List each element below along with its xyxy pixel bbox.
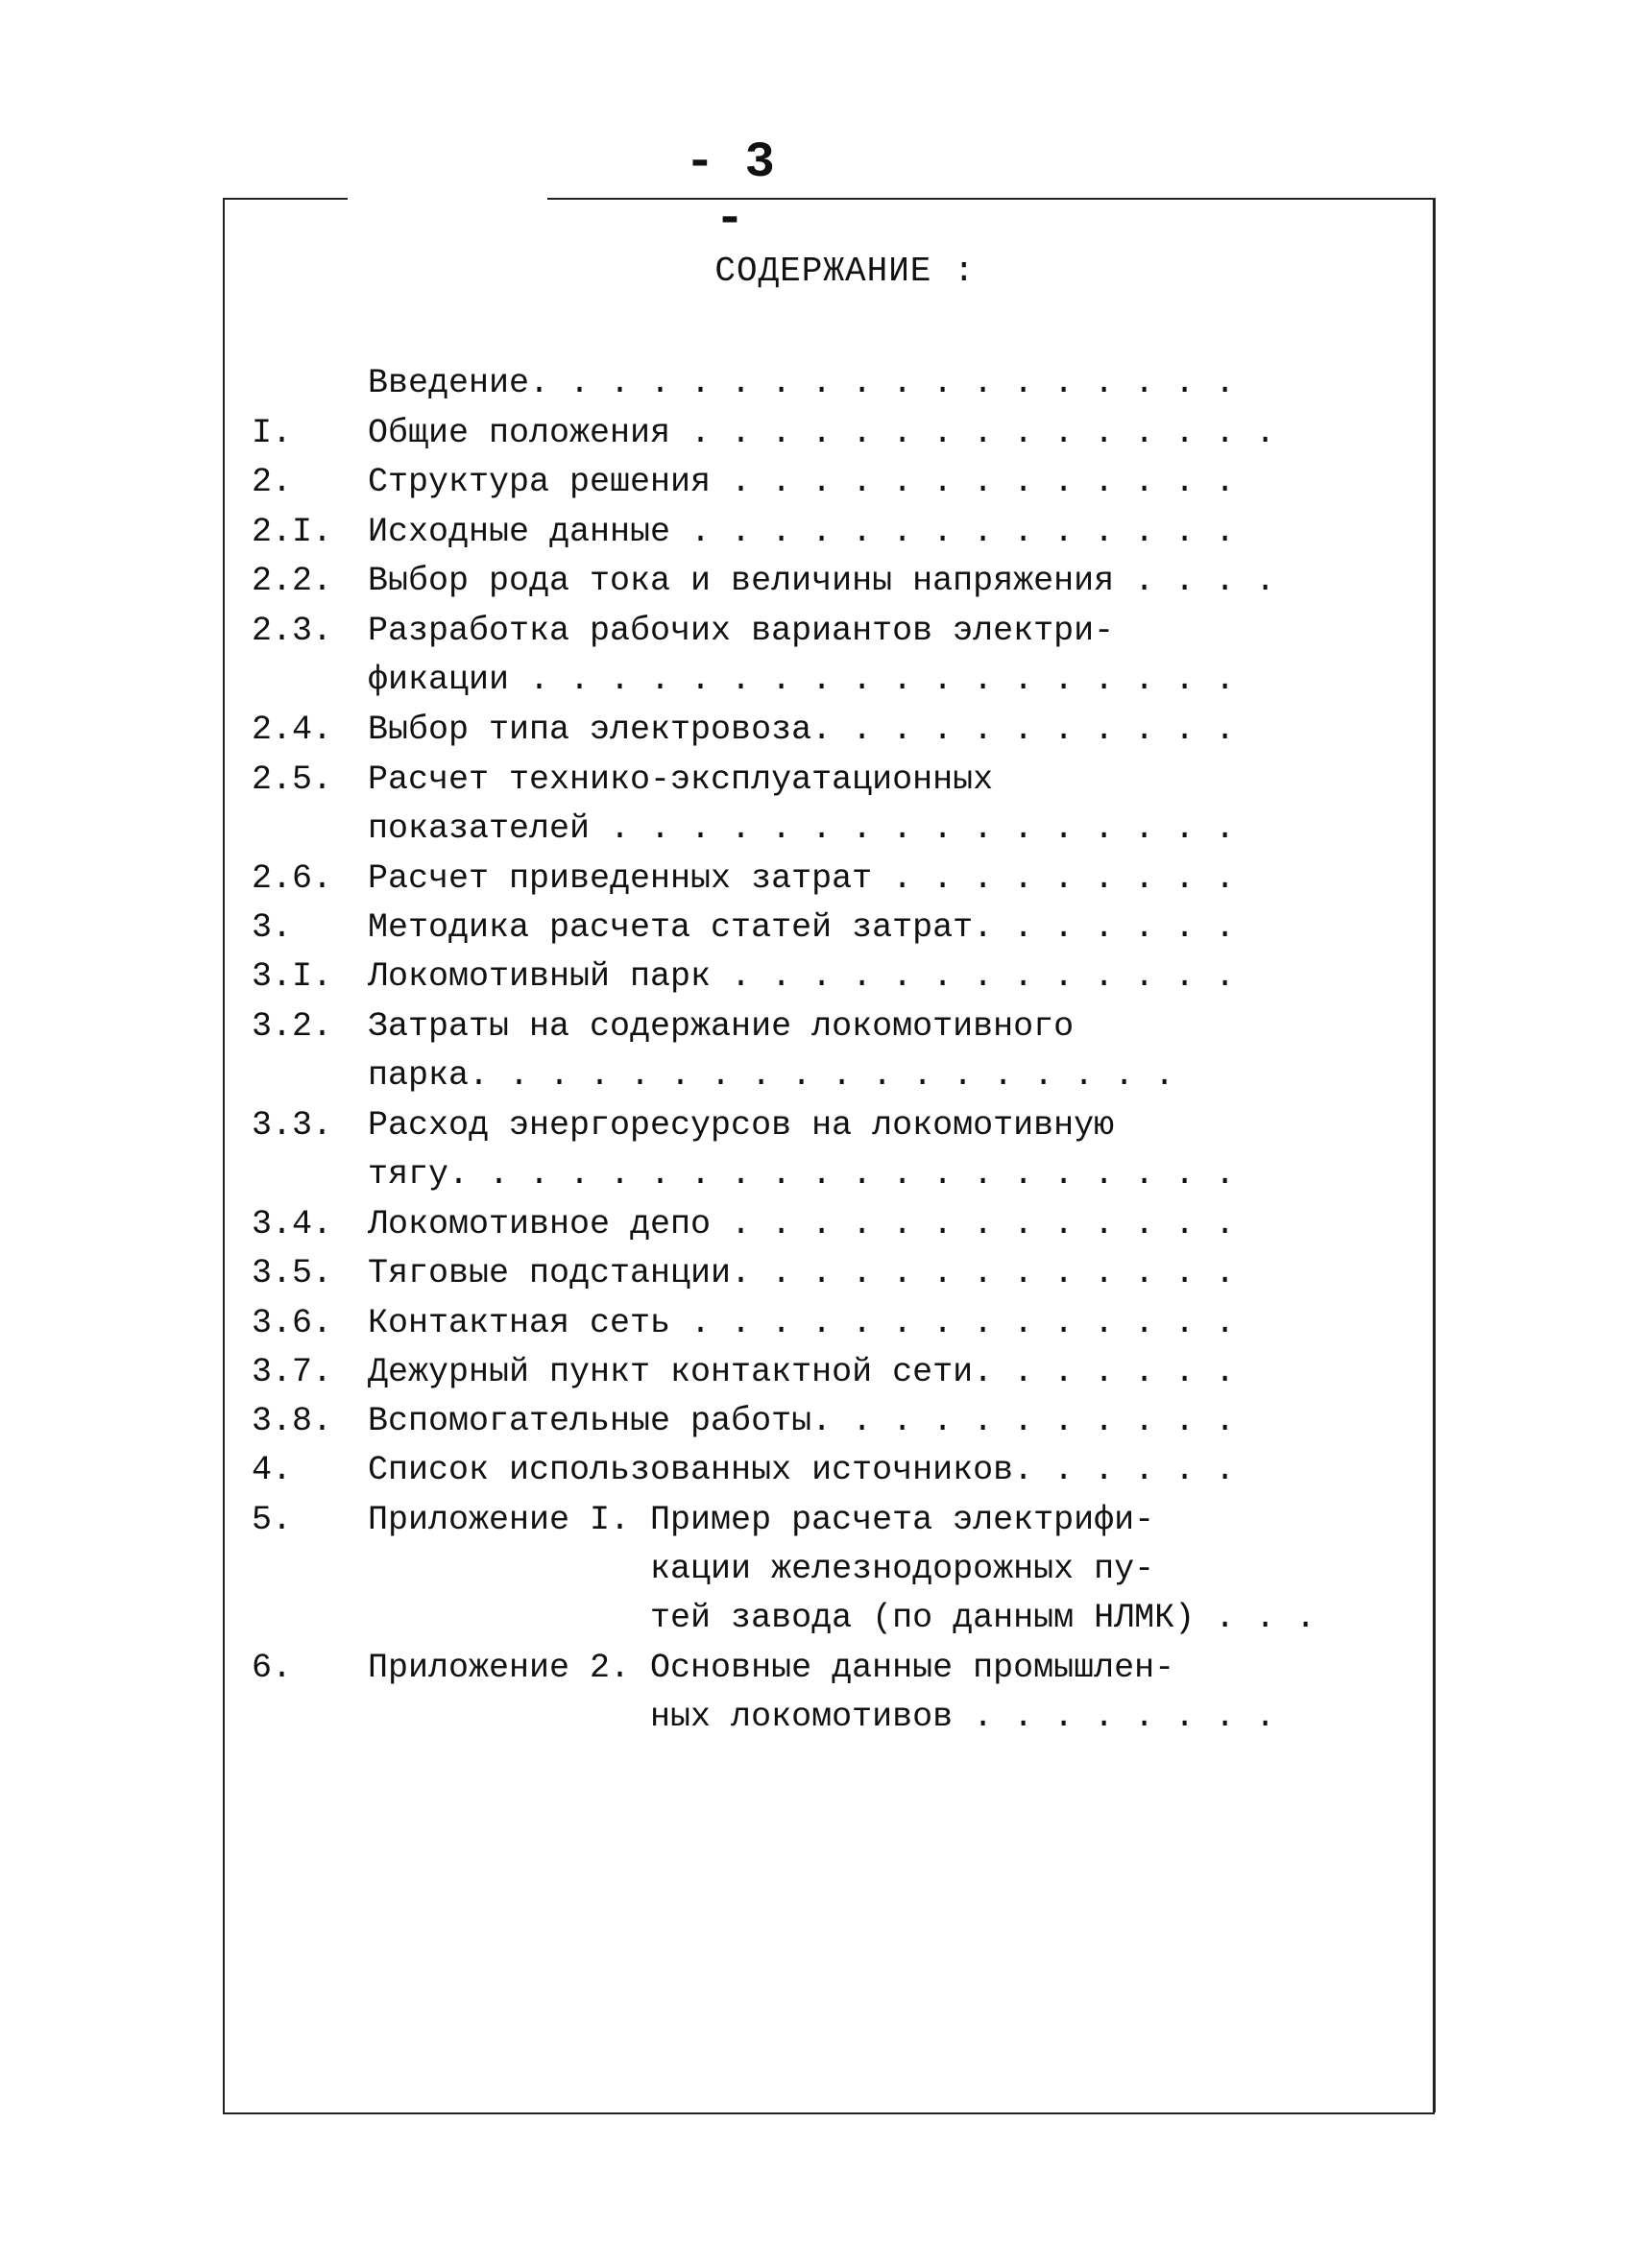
toc-entry-number: 3.4. [252,1205,333,1243]
toc-entry-text: Выбор рода тока и величины напряжения . . . . [368,562,1276,600]
toc-entry-text: Приложение 2. Основные данные промышлен- [368,1649,1175,1687]
toc-entry-number: 3.6. [252,1304,333,1342]
toc-entry-number: I. [252,414,293,452]
toc-entry-number: 3.2. [252,1007,333,1046]
toc-entry-text: показателей . . . . . . . . . . . . . . . . [368,809,1236,848]
toc-entry-number: 4. [252,1451,293,1489]
toc-title: СОДЕРЖАНИЕ : [714,252,976,291]
toc-entry-text: Общие положения . . . . . . . . . . . . . . . [368,414,1276,452]
toc-entry-text: тей завода (по данным НЛМК) . . . [368,1599,1317,1637]
toc-entry-number: 3.3. [252,1106,333,1145]
toc-entry-text: Расход энергоресурсов на локомотивную [368,1106,1115,1145]
toc-entry-number: 3.8. [252,1402,333,1440]
toc-entry-number: 6. [252,1649,293,1687]
toc-entry-text: Тяговые подстанции. . . . . . . . . . . . . [368,1254,1236,1292]
toc-entry-text: Контактная сеть . . . . . . . . . . . . . . [368,1304,1236,1342]
toc-entry-text: Локомотивное депо . . . . . . . . . . . . . [368,1205,1236,1243]
toc-entry-text: Методика расчета статей затрат. . . . . . . [368,908,1236,947]
toc-entry-text: кации железнодорожных пу- [368,1550,1155,1588]
frame-left-border [223,198,225,2112]
toc-entry-number: 2.I. [252,513,333,551]
toc-entry-text: Расчет технико-эксплуатационных [368,760,994,799]
toc-entry-text: Выбор типа электровоза. . . . . . . . . . . [368,711,1236,749]
toc-entry-text: Локомотивный парк . . . . . . . . . . . . . [368,957,1236,996]
toc-entry-text: Расчет приведенных затрат . . . . . . . . . [368,859,1236,898]
toc-entry-text: Структура решения . . . . . . . . . . . . . [368,463,1236,501]
toc-entry-number: 3.7. [252,1353,333,1391]
frame-bottom-border [223,2112,1435,2114]
toc-entry-text: Список использованных источников. . . . . . [368,1451,1236,1489]
toc-entry-text: Вспомогательные работы. . . . . . . . . . . [368,1402,1236,1440]
toc-entry-text: Введение. . . . . . . . . . . . . . . . . . [368,364,1236,402]
toc-entry-text: Исходные данные . . . . . . . . . . . . . . [368,513,1236,551]
toc-entry-text: парка. . . . . . . . . . . . . . . . . . [368,1056,1175,1095]
toc-entry-number: 2.4. [252,711,333,749]
frame-right-border [1433,198,1436,2112]
toc-entry-number: 2.3. [252,612,333,650]
toc-entry-text: Приложение I. Пример расчета электрифи- [368,1501,1155,1539]
toc-entry-text: Разработка рабочих вариантов электри- [368,612,1115,650]
frame-top-border-left [223,198,348,200]
toc-entry-number: 3. [252,908,293,947]
toc-entry-text: Дежурный пункт контактной сети. . . . . . . [368,1353,1236,1391]
toc-entry-number: 3.I. [252,957,333,996]
toc-entry-text: фикации . . . . . . . . . . . . . . . . . . [368,661,1236,699]
toc-entry-number: 2. [252,463,293,501]
frame-top-border-right [547,198,1435,200]
toc-entry-text: ных локомотивов . . . . . . . . [368,1698,1276,1736]
toc-entry-text: тягу. . . . . . . . . . . . . . . . . . . . [368,1155,1236,1194]
toc-entry-number: 2.6. [252,859,333,898]
toc-entry-text: Затраты на содержание локомотивного [368,1007,1075,1046]
page-number: - 3 - [685,134,775,248]
toc-entry-number: 2.2. [252,562,333,600]
toc-entry-number: 3.5. [252,1254,333,1292]
toc-entry-number: 2.5. [252,760,333,799]
toc-entry-number: 5. [252,1501,293,1539]
